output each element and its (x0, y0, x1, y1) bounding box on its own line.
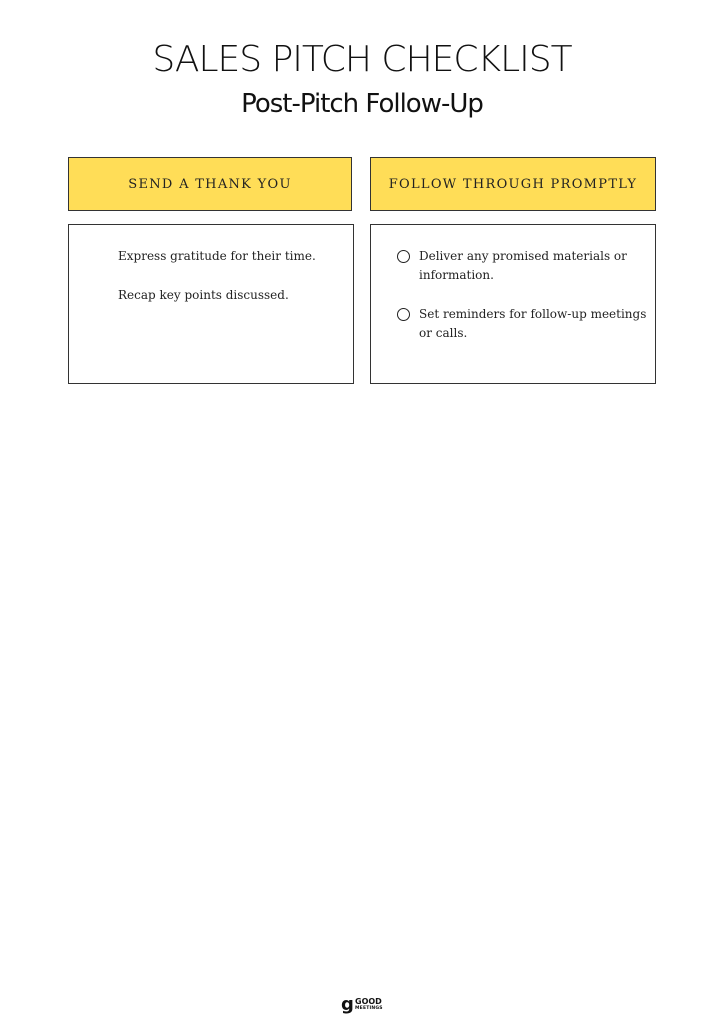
list-item: Recap key points discussed. (118, 288, 289, 302)
page-title: SALES PITCH CHECKLIST (152, 39, 572, 80)
section-heading: FOLLOW THROUGH PROMPTLY (388, 176, 638, 192)
list-item-line: or calls. (419, 326, 468, 340)
checkbox-circle[interactable] (397, 308, 410, 321)
section-box-follow-through (370, 224, 656, 384)
logo-mark-icon: g (341, 994, 354, 1015)
checkbox-circle[interactable] (397, 250, 410, 263)
section-box-send-thank-you (68, 224, 354, 384)
list-item (419, 305, 646, 343)
logo-subtext: MEETINGS (355, 1006, 383, 1011)
list-item-line: Set reminders for follow-up meetings (419, 307, 647, 321)
list-item-line: information. (419, 268, 494, 282)
list-item (419, 247, 627, 285)
list-item-line: Deliver any promised materials or (419, 249, 627, 263)
logo-text: GOOD (355, 997, 382, 1006)
section-heading: SEND A THANK YOU (128, 176, 292, 192)
footer-logo (341, 996, 393, 1016)
section-header-send-thank-you (68, 157, 352, 211)
page-subtitle: Post-Pitch Follow-Up (241, 89, 483, 119)
section-header-follow-through (370, 157, 656, 211)
list-item: Express gratitude for their time. (118, 249, 316, 263)
